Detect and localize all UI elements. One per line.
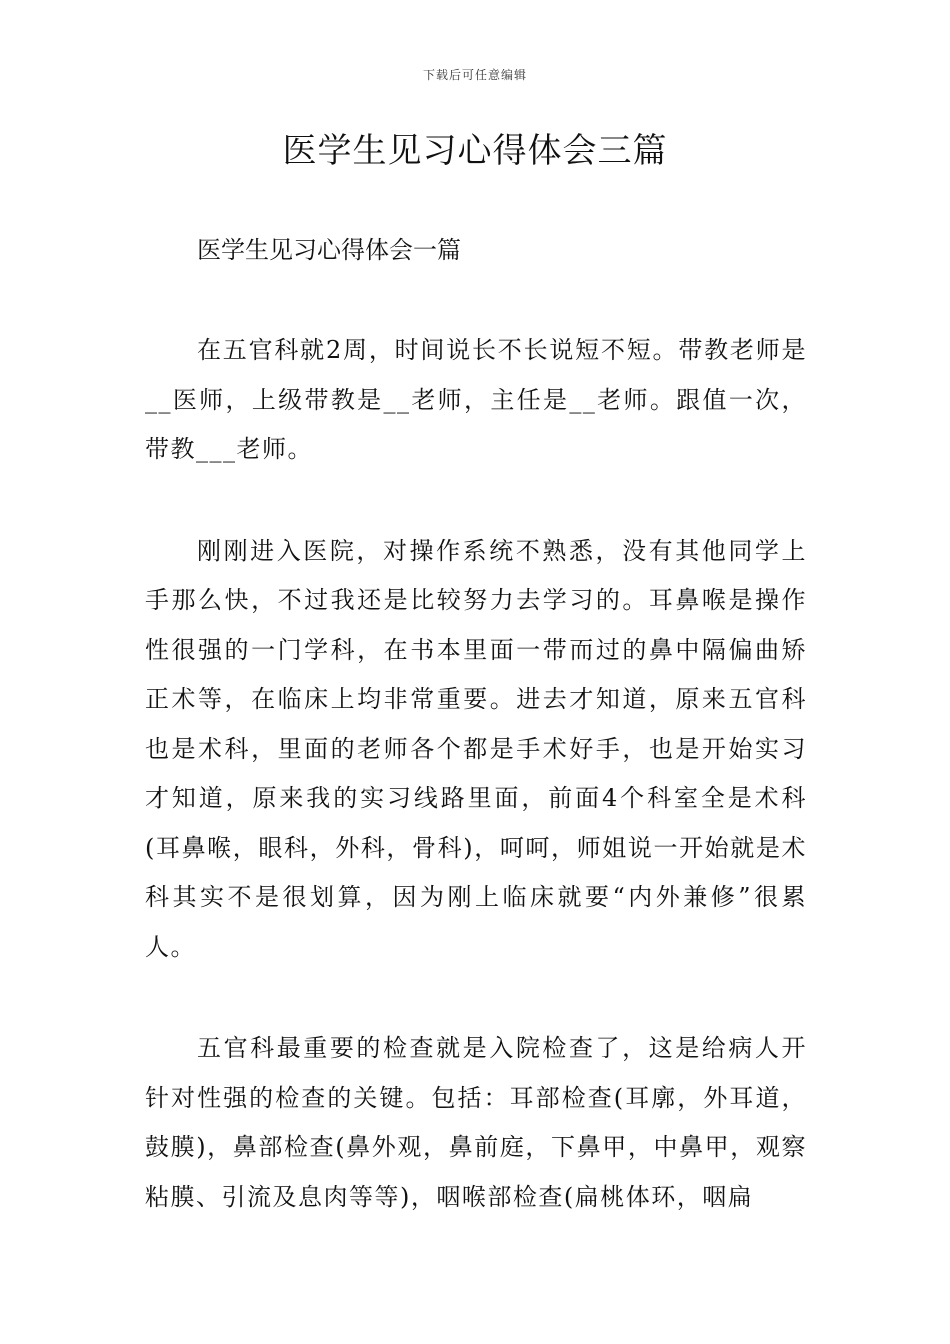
document-body bbox=[145, 226, 807, 1222]
paragraph-1: 在五官科就2周，时间说长不长说短不短。带教老师是__医师，上级带教是__老师，主任是__老师。跟值一次，带教___老师。 bbox=[145, 336, 807, 463]
paragraph-2: 刚刚进入医院，对操作系统不熟悉，没有其他同学上手那么快，不过我还是比较努力去学习的。耳鼻喉是操作性很强的一门学科，在书本里面一带而过的鼻中隔偏曲矫正术等，在临床上均非常重要。进去才知道，原来五官科也是术科，里面的老师各个都是手术好手，也是开始实习才知道，原来我的实习线路里面，前面4个科室全是术科(耳鼻喉，眼科，外科，骨科)，呵呵，师姐说一开始就是术科其实不是很划算，因为刚上临床就要“内外兼修”很累人。 bbox=[145, 536, 807, 961]
page-header-note: 下载后可任意编辑 bbox=[422, 68, 527, 82]
paragraph-3: 五官科最重要的检查就是入院检查了，这是给病人开针对性强的检查的关键。包括：耳部检查(耳廓，外耳道，鼓膜)，鼻部检查(鼻外观，鼻前庭，下鼻甲，中鼻甲，观察粘膜、引流及息肉等等)，咽喉部检查(扁桃体环，咽扁 bbox=[145, 1034, 807, 1211]
document-title: 医学生见习心得体会三篇 bbox=[282, 131, 668, 171]
section-subtitle: 医学生见习心得体会一篇 bbox=[197, 236, 461, 264]
